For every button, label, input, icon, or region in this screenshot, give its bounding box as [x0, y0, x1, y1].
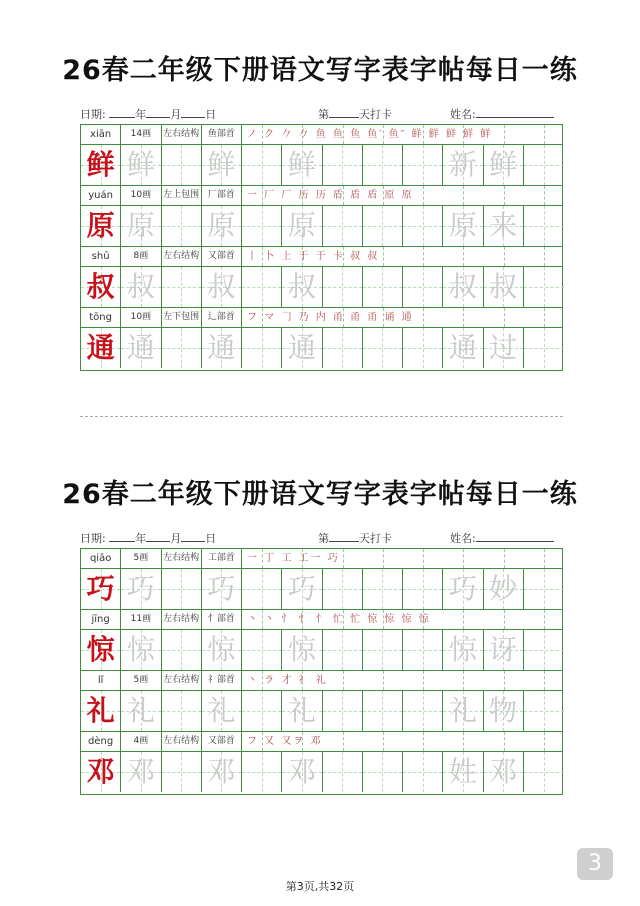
model-character: 邓	[86, 755, 115, 788]
stroke-order-sequence: 一 厂 厂 历 历 盾 盾 盾 原 原	[247, 190, 414, 201]
trace-character: 叔	[207, 270, 236, 303]
stroke-slot-divider	[423, 549, 424, 568]
writing-box[interactable]	[282, 267, 322, 307]
page-footer: 第3页,共32页	[285, 880, 355, 893]
word-trace-character: 讶	[489, 633, 518, 666]
date-label: 日期:	[80, 532, 106, 545]
writing-box[interactable]	[323, 206, 363, 246]
writing-box[interactable]	[524, 267, 564, 307]
trace-character: 巧	[207, 572, 236, 605]
writing-box[interactable]	[162, 691, 202, 731]
year-label: 年	[135, 532, 147, 545]
stroke-order-sequence: ノ ク 𠂊 𠂊 鱼 鱼 鱼 鱼′ 鱼″ 鲜 鲜 鲜 鲜 鲜	[247, 129, 493, 140]
stroke-order-sequence: 一 丁 工 工一 巧	[247, 553, 340, 564]
name-blank[interactable]	[476, 107, 554, 118]
structure-cell: 左上包围	[162, 186, 202, 205]
writing-box[interactable]	[443, 267, 483, 307]
name-label: 姓名:	[450, 108, 476, 121]
char-info-row	[81, 610, 562, 630]
writing-box[interactable]	[524, 328, 564, 368]
radical-cell: 忄部首	[202, 610, 242, 629]
stroke-slot-divider	[544, 671, 545, 690]
stroke-slot-divider	[463, 247, 464, 266]
writing-box[interactable]	[282, 691, 322, 731]
stroke-slot-divider	[504, 610, 505, 629]
writing-box[interactable]	[202, 145, 242, 185]
stroke-slot-divider	[544, 732, 545, 751]
writing-box[interactable]	[484, 145, 524, 185]
stroke-slot-divider	[423, 308, 424, 327]
radical-cell: 礻部首	[202, 671, 242, 690]
checkin-blank[interactable]	[329, 531, 359, 542]
stroke-slot-divider	[544, 186, 545, 205]
writing-box[interactable]	[242, 691, 282, 731]
trace-character: 叔	[287, 270, 316, 303]
stroke-slot-divider	[383, 549, 384, 568]
structure-cell: 左下包围	[162, 308, 202, 327]
writing-box[interactable]	[443, 752, 483, 792]
stroke-count-cell: 8画	[121, 247, 161, 266]
structure-cell: 左右结构	[162, 671, 202, 690]
meta-field	[318, 106, 392, 122]
writing-box[interactable]	[121, 569, 161, 609]
writing-box[interactable]	[81, 145, 121, 185]
stroke-count-cell: 11画	[121, 610, 161, 629]
writing-box[interactable]	[524, 752, 564, 792]
radical-cell: 厂部首	[202, 186, 242, 205]
writing-box[interactable]	[323, 569, 363, 609]
trace-character: 惊	[126, 633, 155, 666]
writing-box[interactable]	[403, 267, 443, 307]
day-blank[interactable]	[181, 107, 205, 118]
writing-box[interactable]	[443, 206, 483, 246]
stroke-slot-divider	[463, 549, 464, 568]
writing-box[interactable]	[323, 630, 363, 670]
checkin-blank[interactable]	[329, 107, 359, 118]
writing-row	[81, 328, 562, 369]
writing-box[interactable]	[202, 206, 242, 246]
meta-field	[450, 530, 554, 546]
word-trace-character: 叔	[448, 270, 477, 303]
model-character: 原	[86, 209, 115, 242]
writing-box[interactable]	[81, 691, 121, 731]
radical-cell: 工部首	[202, 549, 242, 568]
stroke-slot-divider	[463, 610, 464, 629]
writing-box[interactable]	[121, 691, 161, 731]
stroke-slot-divider	[343, 671, 344, 690]
meta-field	[318, 530, 392, 546]
name-blank[interactable]	[476, 531, 554, 542]
writing-box[interactable]	[443, 630, 483, 670]
writing-box[interactable]	[81, 267, 121, 307]
stroke-slot-divider	[423, 186, 424, 205]
writing-box[interactable]	[443, 691, 483, 731]
structure-cell: 左右结构	[162, 549, 202, 568]
stroke-slot-divider	[504, 308, 505, 327]
writing-box[interactable]	[323, 752, 363, 792]
trace-character: 通	[126, 331, 155, 364]
writing-box[interactable]	[282, 328, 322, 368]
writing-box[interactable]	[202, 267, 242, 307]
writing-box[interactable]	[81, 569, 121, 609]
stroke-slot-divider	[463, 671, 464, 690]
writing-box[interactable]	[363, 267, 403, 307]
char-info-row	[81, 186, 562, 206]
stroke-slot-divider	[343, 732, 344, 751]
writing-box[interactable]	[242, 752, 282, 792]
writing-box[interactable]	[162, 145, 202, 185]
checkin-prefix: 第	[318, 532, 329, 545]
trace-character: 鲜	[287, 148, 316, 181]
writing-box[interactable]	[242, 145, 282, 185]
writing-box[interactable]	[121, 752, 161, 792]
name-label: 姓名:	[450, 532, 476, 545]
pinyin-cell: xiān	[81, 125, 121, 144]
writing-box[interactable]	[403, 569, 443, 609]
writing-box[interactable]	[484, 267, 524, 307]
stroke-slot-divider	[504, 125, 505, 144]
year-blank[interactable]	[109, 107, 135, 118]
month-label: 月	[170, 108, 182, 121]
trace-character: 礼	[287, 694, 316, 727]
stroke-count-cell: 5画	[121, 549, 161, 568]
stroke-slot-divider	[463, 732, 464, 751]
trace-character: 惊	[287, 633, 316, 666]
writing-box[interactable]	[403, 328, 443, 368]
writing-box[interactable]	[363, 145, 403, 185]
trace-character: 邓	[207, 755, 236, 788]
writing-box[interactable]	[484, 630, 524, 670]
trace-character: 原	[207, 209, 236, 242]
writing-box[interactable]	[363, 630, 403, 670]
stroke-order-sequence: 丶 丶 忄 忄 忄 忙 忙 惊 惊 惊 惊	[247, 614, 431, 625]
trace-character: 礼	[126, 694, 155, 727]
char-info-row	[81, 247, 562, 267]
trace-character: 通	[207, 331, 236, 364]
writing-box[interactable]	[242, 206, 282, 246]
writing-box[interactable]	[121, 145, 161, 185]
date-label: 日期:	[80, 108, 106, 121]
practice-grid	[80, 548, 563, 795]
writing-box[interactable]	[484, 691, 524, 731]
char-info-row	[81, 308, 562, 328]
stroke-slot-divider	[383, 247, 384, 266]
stroke-count-cell: 4画	[121, 732, 161, 751]
writing-box[interactable]	[363, 569, 403, 609]
writing-box[interactable]	[282, 145, 322, 185]
day-label: 日	[205, 532, 217, 545]
writing-box[interactable]	[162, 630, 202, 670]
writing-box[interactable]	[202, 752, 242, 792]
writing-box[interactable]	[403, 206, 443, 246]
writing-box[interactable]	[363, 206, 403, 246]
writing-box[interactable]	[121, 328, 161, 368]
section-divider	[80, 416, 563, 417]
word-trace-character: 新	[448, 148, 477, 181]
writing-box[interactable]	[363, 691, 403, 731]
model-character: 鲜	[86, 148, 115, 181]
writing-box[interactable]	[484, 752, 524, 792]
stroke-slot-divider	[544, 549, 545, 568]
trace-character: 巧	[287, 572, 316, 605]
radical-cell: 辶部首	[202, 308, 242, 327]
writing-row	[81, 569, 562, 610]
checkin-suffix: 天打卡	[359, 108, 392, 121]
writing-box[interactable]	[403, 752, 443, 792]
month-blank[interactable]	[146, 107, 170, 118]
stroke-count-cell: 14画	[121, 125, 161, 144]
writing-box[interactable]	[403, 145, 443, 185]
writing-box[interactable]	[524, 145, 564, 185]
year-label: 年	[135, 108, 147, 121]
word-trace-character: 过	[489, 331, 518, 364]
sheet-title: 26春二年级下册语文写字表字帖每日一练	[62, 55, 578, 86]
stroke-slot-divider	[383, 671, 384, 690]
month-label: 月	[170, 532, 182, 545]
radical-cell: 鱼部首	[202, 125, 242, 144]
word-trace-character: 巧	[448, 572, 477, 605]
word-trace-character: 邓	[489, 755, 518, 788]
stroke-slot-divider	[544, 125, 545, 144]
writing-box[interactable]	[202, 630, 242, 670]
month-blank[interactable]	[146, 531, 170, 542]
writing-box[interactable]	[323, 267, 363, 307]
writing-box[interactable]	[162, 569, 202, 609]
radical-cell: 又部首	[202, 247, 242, 266]
trace-character: 叔	[126, 270, 155, 303]
writing-box[interactable]	[242, 328, 282, 368]
writing-box[interactable]	[282, 752, 322, 792]
model-character: 惊	[86, 633, 115, 666]
writing-box[interactable]	[323, 145, 363, 185]
day-blank[interactable]	[181, 531, 205, 542]
writing-box[interactable]	[443, 145, 483, 185]
pinyin-cell: dèng	[81, 732, 121, 751]
checkin-prefix: 第	[318, 108, 329, 121]
day-label: 日	[205, 108, 217, 121]
practice-sheet	[0, 468, 640, 838]
writing-box[interactable]	[242, 630, 282, 670]
writing-box[interactable]	[443, 569, 483, 609]
checkin-suffix: 天打卡	[359, 532, 392, 545]
char-info-row	[81, 732, 562, 752]
sheet-title: 26春二年级下册语文写字表字帖每日一练	[62, 479, 578, 510]
structure-cell: 左右结构	[162, 732, 202, 751]
writing-box[interactable]	[403, 691, 443, 731]
stroke-count-cell: 5画	[121, 671, 161, 690]
meta-field	[80, 106, 216, 122]
writing-box[interactable]	[323, 691, 363, 731]
meta-field	[80, 530, 216, 546]
word-trace-character: 叔	[489, 270, 518, 303]
word-trace-character: 来	[489, 209, 518, 242]
page-number-badge: 3	[577, 848, 613, 880]
trace-character: 通	[287, 331, 316, 364]
trace-character: 巧	[126, 572, 155, 605]
word-trace-character: 惊	[448, 633, 477, 666]
writing-box[interactable]	[323, 328, 363, 368]
practice-grid	[80, 124, 563, 371]
trace-character: 原	[287, 209, 316, 242]
pinyin-cell: tōng	[81, 308, 121, 327]
writing-box[interactable]	[443, 328, 483, 368]
structure-cell: 左右结构	[162, 125, 202, 144]
writing-box[interactable]	[363, 328, 403, 368]
trace-character: 鲜	[207, 148, 236, 181]
trace-character: 礼	[207, 694, 236, 727]
structure-cell: 左右结构	[162, 247, 202, 266]
trace-character: 原	[126, 209, 155, 242]
writing-row	[81, 752, 562, 793]
stroke-slot-divider	[504, 247, 505, 266]
writing-box[interactable]	[282, 206, 322, 246]
stroke-slot-divider	[423, 732, 424, 751]
writing-box[interactable]	[202, 569, 242, 609]
writing-box[interactable]	[202, 328, 242, 368]
stroke-slot-divider	[504, 186, 505, 205]
word-trace-character: 妙	[489, 572, 518, 605]
writing-box[interactable]	[524, 691, 564, 731]
writing-box[interactable]	[121, 267, 161, 307]
writing-box[interactable]	[524, 206, 564, 246]
writing-box[interactable]	[524, 630, 564, 670]
writing-box[interactable]	[363, 752, 403, 792]
stroke-slot-divider	[383, 732, 384, 751]
char-info-row	[81, 671, 562, 691]
char-info-row	[81, 125, 562, 145]
model-character: 礼	[86, 694, 115, 727]
writing-box[interactable]	[484, 569, 524, 609]
stroke-slot-divider	[544, 308, 545, 327]
writing-box[interactable]	[81, 206, 121, 246]
pinyin-cell: yuán	[81, 186, 121, 205]
writing-box[interactable]	[162, 206, 202, 246]
writing-box[interactable]	[121, 206, 161, 246]
writing-box[interactable]	[162, 267, 202, 307]
year-blank[interactable]	[109, 531, 135, 542]
stroke-order-sequence: 丶 ラ 才 礻 礼	[247, 675, 328, 686]
word-trace-character: 通	[448, 331, 477, 364]
writing-box[interactable]	[162, 328, 202, 368]
stroke-order-sequence: 丨 卜 上 于 于 卡 叔 叔	[247, 251, 380, 262]
practice-sheet	[0, 44, 640, 414]
writing-box[interactable]	[484, 206, 524, 246]
char-info-row	[81, 549, 562, 569]
model-character: 叔	[86, 270, 115, 303]
stroke-count-cell: 10画	[121, 308, 161, 327]
writing-row	[81, 145, 562, 186]
stroke-slot-divider	[504, 732, 505, 751]
writing-box[interactable]	[81, 752, 121, 792]
writing-box[interactable]	[81, 630, 121, 670]
writing-box[interactable]	[403, 630, 443, 670]
writing-box[interactable]	[242, 569, 282, 609]
word-trace-character: 物	[489, 694, 518, 727]
stroke-slot-divider	[463, 308, 464, 327]
word-trace-character: 原	[448, 209, 477, 242]
stroke-count-cell: 10画	[121, 186, 161, 205]
stroke-slot-divider	[504, 671, 505, 690]
trace-character: 惊	[207, 633, 236, 666]
meta-field	[450, 106, 554, 122]
writing-row	[81, 691, 562, 732]
stroke-slot-divider	[544, 247, 545, 266]
stroke-slot-divider	[423, 671, 424, 690]
writing-box[interactable]	[242, 267, 282, 307]
model-character: 巧	[86, 572, 115, 605]
pinyin-cell: jīng	[81, 610, 121, 629]
writing-box[interactable]	[121, 630, 161, 670]
word-trace-character: 姓	[448, 755, 477, 788]
trace-character: 邓	[287, 755, 316, 788]
writing-box[interactable]	[81, 328, 121, 368]
radical-cell: 又部首	[202, 732, 242, 751]
writing-box[interactable]	[282, 630, 322, 670]
writing-box[interactable]	[202, 691, 242, 731]
model-character: 通	[86, 331, 115, 364]
word-trace-character: 鲜	[489, 148, 518, 181]
stroke-slot-divider	[423, 247, 424, 266]
trace-character: 邓	[126, 755, 155, 788]
writing-box[interactable]	[282, 569, 322, 609]
stroke-order-sequence: フ マ 𠃌 乃 内 甬 甬 甬 诵 通	[247, 312, 414, 323]
stroke-slot-divider	[343, 549, 344, 568]
pinyin-cell: qiǎo	[81, 549, 121, 568]
stroke-slot-divider	[504, 549, 505, 568]
stroke-slot-divider	[463, 186, 464, 205]
writing-row	[81, 630, 562, 671]
pinyin-cell: shū	[81, 247, 121, 266]
trace-character: 鲜	[126, 148, 155, 181]
structure-cell: 左右结构	[162, 610, 202, 629]
writing-box[interactable]	[162, 752, 202, 792]
word-trace-character: 礼	[448, 694, 477, 727]
writing-row	[81, 206, 562, 247]
writing-box[interactable]	[524, 569, 564, 609]
stroke-slot-divider	[544, 610, 545, 629]
stroke-order-sequence: フ 又 又ヲ 邓	[247, 736, 323, 747]
writing-row	[81, 267, 562, 308]
pinyin-cell: lǐ	[81, 671, 121, 690]
writing-box[interactable]	[484, 328, 524, 368]
